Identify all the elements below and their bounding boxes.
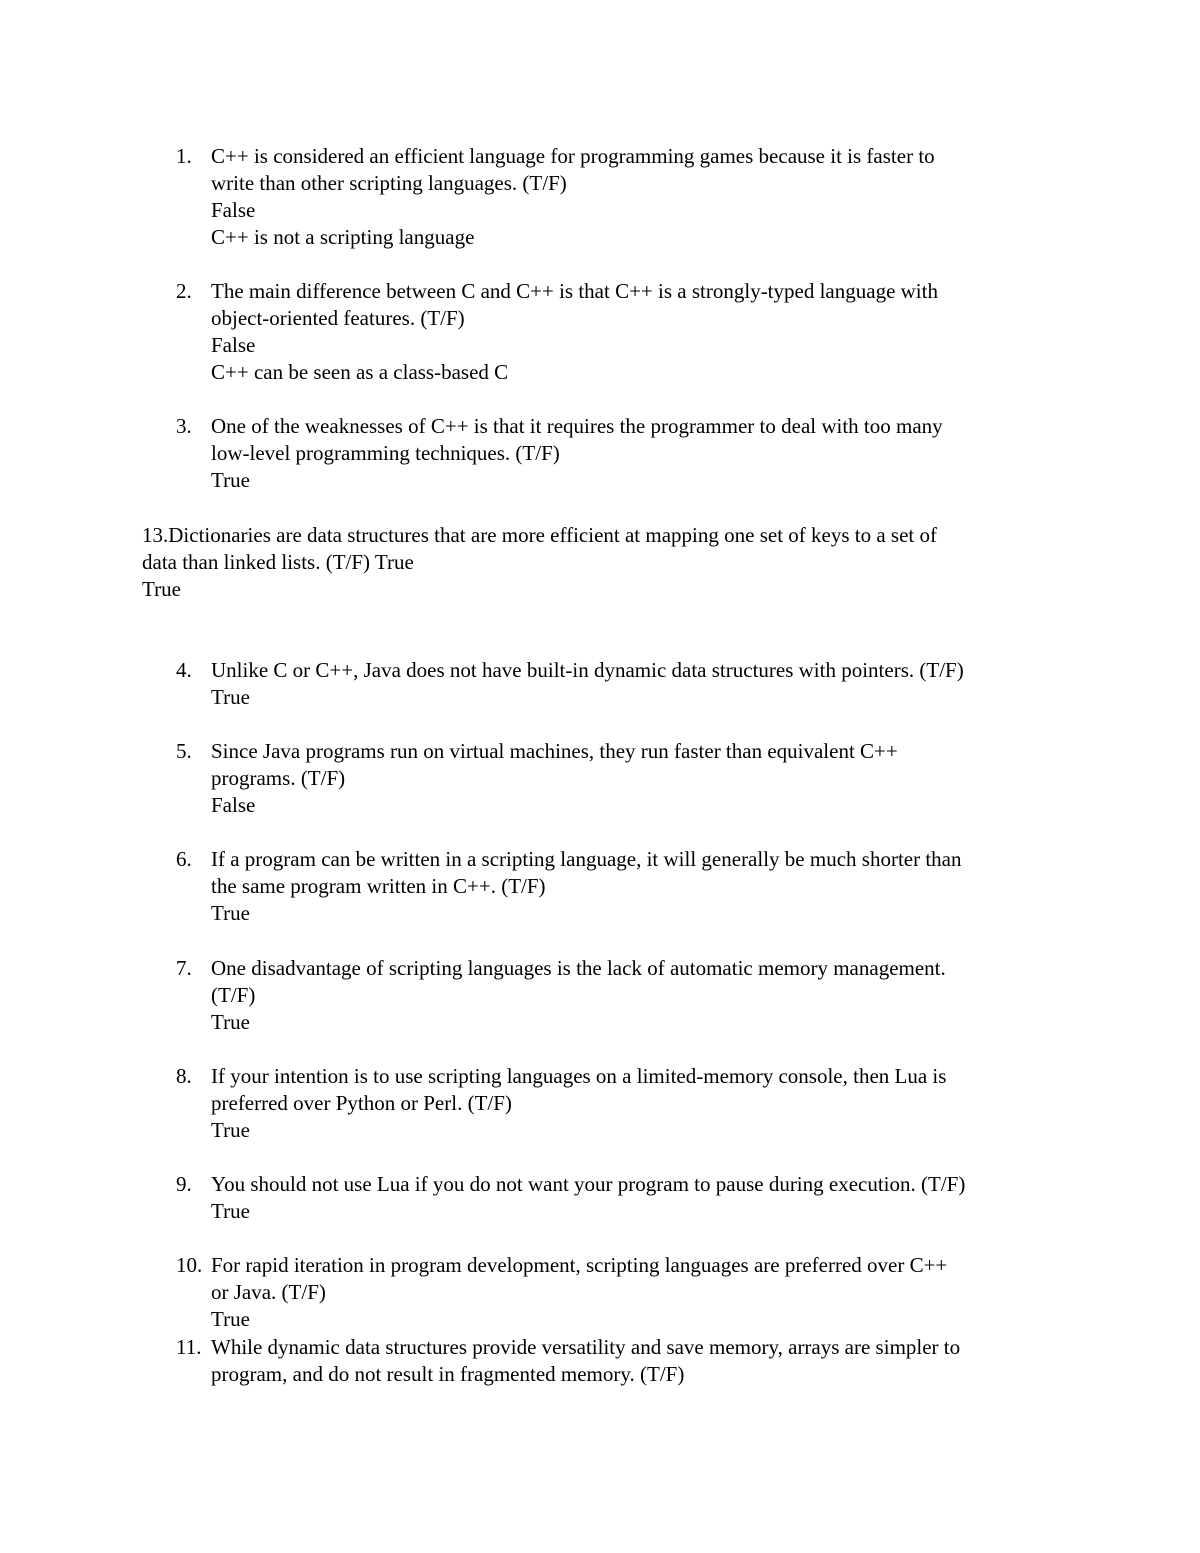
question-4	[176, 657, 1076, 711]
answer: False	[211, 198, 256, 222]
question-text-line: programs. (T/F)	[211, 766, 346, 790]
question-2	[176, 278, 1076, 386]
question-text-line: program, and do not result in fragmented memory. (T/F)	[211, 1362, 685, 1386]
question-text-line: preferred over Python or Perl. (T/F)	[211, 1091, 512, 1115]
question-1	[176, 143, 1076, 251]
answer: True	[142, 577, 181, 601]
question-number: 5.	[176, 739, 192, 763]
question-text-line: If your intention is to use scripting languages on a limited-memory console, then Lua is	[211, 1064, 947, 1088]
question-6	[176, 846, 1076, 927]
question-text-line: low-level programming techniques. (T/F)	[211, 441, 560, 465]
question-number: 11.	[176, 1335, 202, 1359]
question-text-line: If a program can be written in a scripting language, it will generally be much shorter than	[211, 847, 962, 871]
question-10	[176, 1252, 1076, 1333]
question-number: 3.	[176, 414, 192, 438]
question-number: 9.	[176, 1172, 192, 1196]
question-text-line: (T/F)	[211, 983, 256, 1007]
answer: True	[211, 685, 250, 709]
answer: True	[211, 901, 250, 925]
answer: True	[211, 1307, 250, 1331]
question-number: 7.	[176, 956, 192, 980]
answer: True	[211, 468, 250, 492]
answer: True	[211, 1118, 250, 1142]
question-number: 8.	[176, 1064, 192, 1088]
answer: True	[211, 1010, 250, 1034]
question-number: 6.	[176, 847, 192, 871]
question-text-line: The main difference between C and C++ is that C++ is a strongly-typed language with	[211, 279, 938, 303]
question-9	[176, 1171, 1076, 1225]
question-5	[176, 738, 1076, 819]
question-13	[142, 522, 1082, 603]
question-text-line: Unlike C or C++, Java does not have built-in dynamic data structures with pointers. (T/F)	[211, 658, 964, 682]
answer-note: C++ can be seen as a class-based C	[211, 360, 509, 384]
answer: False	[211, 333, 256, 357]
question-8	[176, 1063, 1076, 1144]
question-text-line: While dynamic data structures provide versatility and save memory, arrays are simpler to	[211, 1335, 961, 1359]
question-3	[176, 413, 1076, 494]
question-text-line: the same program written in C++. (T/F)	[211, 874, 546, 898]
answer-note: C++ is not a scripting language	[211, 225, 475, 249]
question-text-line: You should not use Lua if you do not want your program to pause during execution. (T/F)	[211, 1172, 966, 1196]
question-text-line: write than other scripting languages. (T/F)	[211, 171, 567, 195]
answer: False	[211, 793, 256, 817]
question-7	[176, 955, 1076, 1036]
question-text-line: or Java. (T/F)	[211, 1280, 326, 1304]
question-text-line: One disadvantage of scripting languages is the lack of automatic memory management.	[211, 956, 946, 980]
question-text-line: data than linked lists. (T/F) True	[142, 550, 414, 574]
question-text-line: Since Java programs run on virtual machines, they run faster than equivalent C++	[211, 739, 898, 763]
question-number: 2.	[176, 279, 192, 303]
question-text-line: For rapid iteration in program development, scripting languages are preferred over C++	[211, 1253, 948, 1277]
question-number: 1.	[176, 144, 192, 168]
question-text-line: One of the weaknesses of C++ is that it requires the programmer to deal with too many	[211, 414, 943, 438]
question-text-line: object-oriented features. (T/F)	[211, 306, 465, 330]
question-11	[176, 1334, 1076, 1388]
question-number: 4.	[176, 658, 192, 682]
question-text-line: C++ is considered an efficient language for programming games because it is faster to	[211, 144, 935, 168]
question-text-line: 13.Dictionaries are data structures that are more efficient at mapping one set of keys to a set of	[142, 523, 937, 547]
question-number: 10.	[176, 1253, 203, 1277]
answer: True	[211, 1199, 250, 1223]
